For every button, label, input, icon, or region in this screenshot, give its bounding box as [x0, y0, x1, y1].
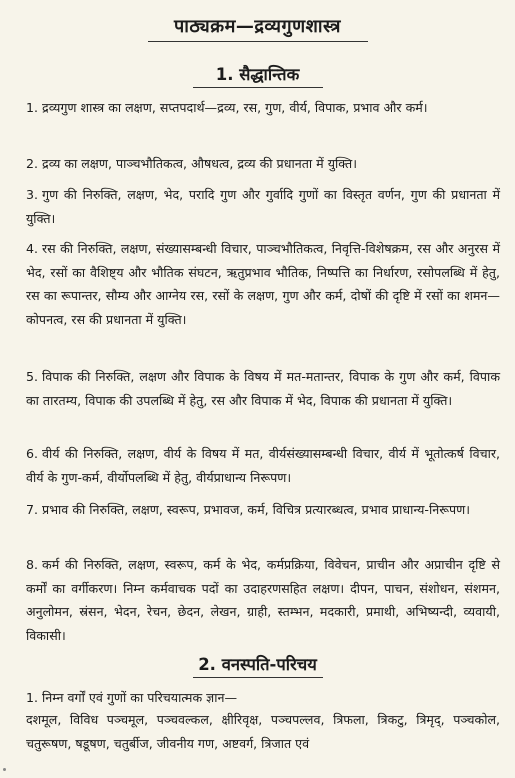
- page-title: पाठ्यक्रम—द्रव्यगुणशास्त्र: [0, 14, 515, 42]
- title-underline: [148, 41, 368, 42]
- list-item: दशमूल, विविध पञ्चमूल, पञ्चवल्कल, क्षीरिवृक्ष, पञ्चपल्लव, त्रिफला, त्रिकटु, त्रिमृद्, पञ्चकोल, चतुरूषण, षडूषण, चतुर्बीज, जीवनीय गण, अष्टवर्ग, त्रिजात एवं: [26, 712, 500, 751]
- section-underline: [193, 87, 323, 88]
- list-item: 8. कर्म की निरुक्ति, लक्षण, स्वरूप, कर्म के भेद, कर्मप्रक्रिया, विवेचन, प्राचीन और अप्राचीन दृष्टि से कर्मों का वर्गीकरण। निम्न कर्मवाचक पदों का उदाहरणसहित लक्षण। दीपन, पाचन, संशोधन, संशमन, अनुलोमन, स्रंसन, भेदन, रेचन, छेदन, लेखन, ग्राही, स्तम्भन, मदकारी, प्रमाथी, अभिष्यन्दी, व्यवायी, विकासी।: [26, 557, 500, 643]
- list-item: 7. प्रभाव की निरुक्ति, लक्षण, स्वरूप, प्रभावज, कर्म, विचित्र प्रत्यारब्धत्व, प्रभाव प्राधान्य-निरूपण।: [26, 502, 471, 517]
- section-underline: [193, 677, 323, 678]
- list-item: 1. निम्न वर्गों एवं गुणों का परिचयात्मक ज्ञान—: [26, 690, 238, 705]
- list-item: 1. द्रव्यगुण शास्त्र का लक्षण, सप्तपदार्थ—द्रव्य, रस, गुण, वीर्य, विपाक, प्रभाव और कर्म।: [26, 100, 428, 115]
- list-item: 4. रस की निरुक्ति, लक्षण, संख्यासम्बन्धी विचार, पाञ्चभौतिकत्व, निवृत्ति-विशेषक्रम, रस और अनुरस में भेद, रसों का वैशिष्ट्य और भौतिक संघटन, ऋतुप्रभाव भौतिक, निष्पत्ति का निर्धारण, रसोपलब्धि में हेतु, रस का रूपान्तर, सौम्य और आग्नेय रस, रसों के लक्षण, गुण और कर्म, दोषों की दृष्टि में रसों का शमन—कोपनत्व, रस की प्रधानता में युक्ति।: [26, 241, 500, 327]
- list-item: 5. विपाक की निरुक्ति, लक्षण और विपाक के विषय में मत-मतान्तर, विपाक के गुण और कर्म, विपाक का तारतम्य, विपाक की उपलब्धि में हेतु, रस और विपाक में भेद, विपाक की प्रधानता में युक्ति।: [26, 369, 500, 408]
- list-item: 2. द्रव्य का लक्षण, पाञ्चभौतिकत्व, औषधत्व, द्रव्य की प्रधानता में युक्ति।: [26, 156, 357, 171]
- list-item: 3. गुण की निरुक्ति, लक्षण, भेद, परादि गुण और गुर्वादि गुणों का विस्तृत वर्णन, गुण की प्रधानता में युक्ति।: [26, 187, 500, 226]
- section-heading-siddhantik: 1. सैद्धान्तिक: [0, 62, 515, 88]
- list-item: 6. वीर्य की निरुक्ति, लक्षण, वीर्य के विषय में मत, वीर्यसंख्यासम्बन्धी विचार, वीर्य में भूतोत्कर्ष विचार, वीर्य के गुण-कर्म, वीर्योपलब्धि में हेतु, वीर्यप्राधान्य निरूपण।: [26, 446, 500, 485]
- scan-mark: [3, 768, 6, 771]
- section-heading-vanaspati: 2. वनस्पति-परिचय: [0, 652, 515, 678]
